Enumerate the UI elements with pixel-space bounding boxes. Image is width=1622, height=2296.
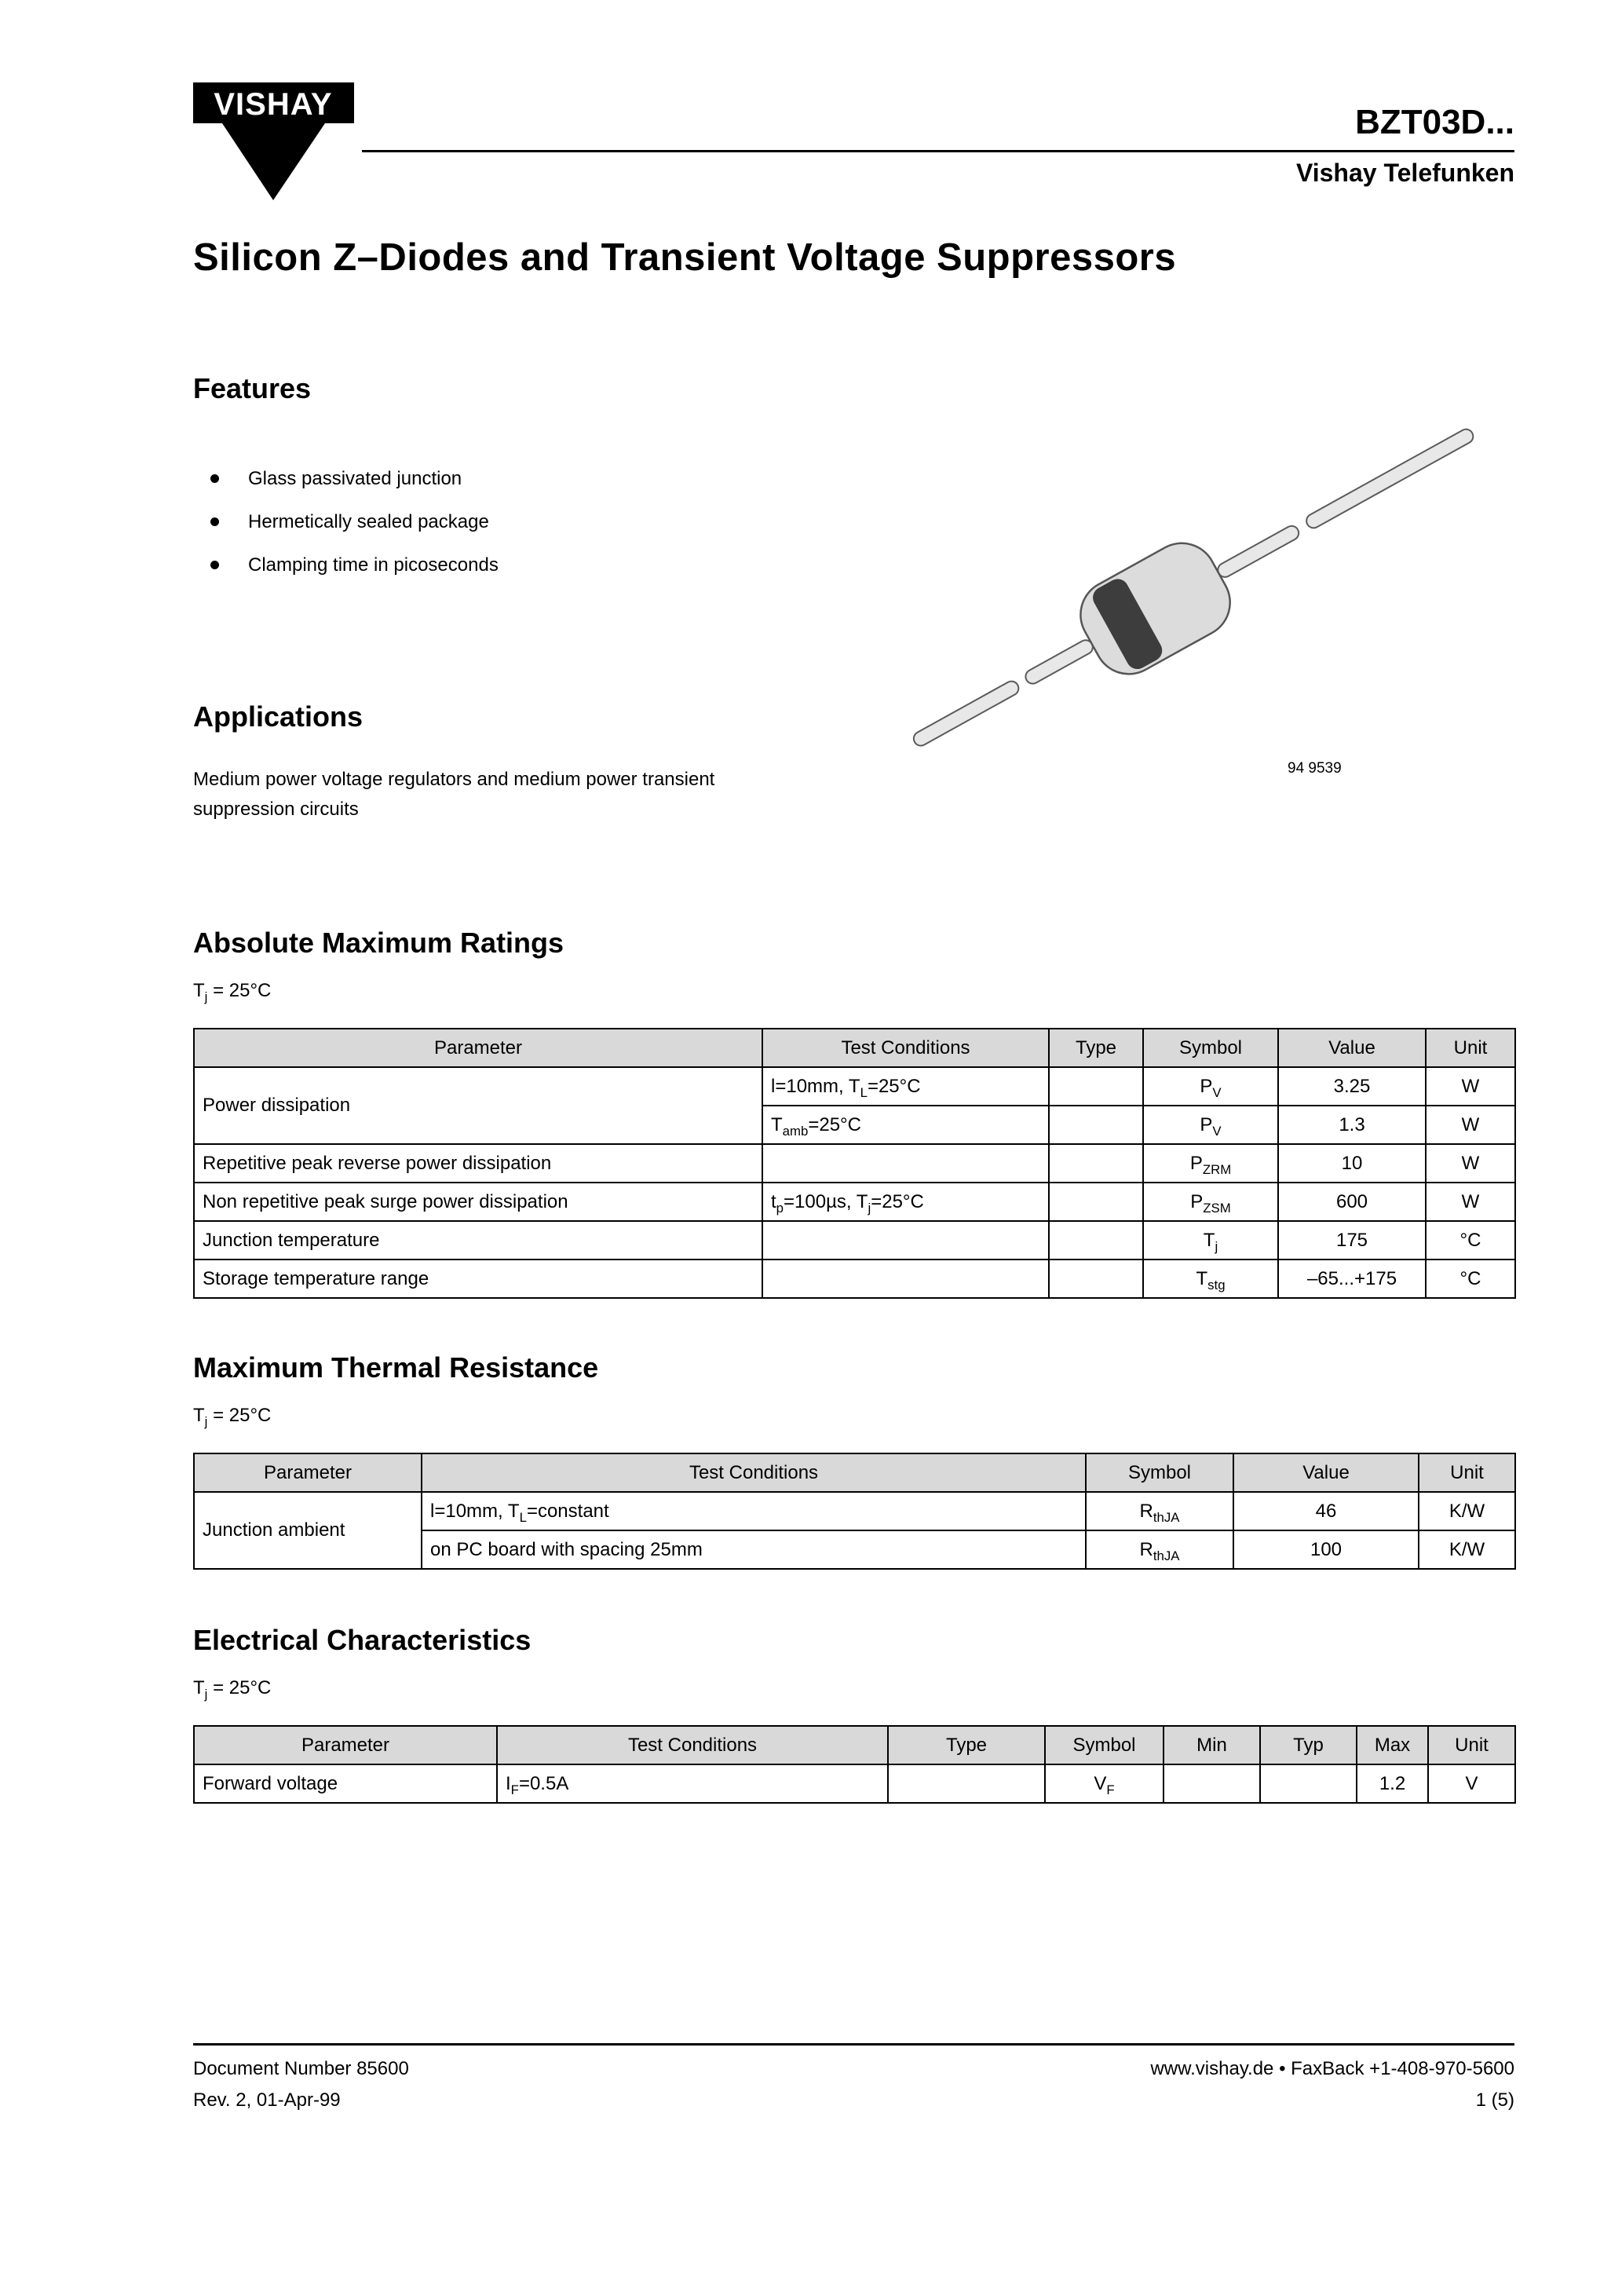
table-row (194, 1260, 1515, 1298)
column-header: Symbol (1045, 1726, 1164, 1764)
unit-cell: W (1426, 1106, 1515, 1144)
thermal-heading: Maximum Thermal Resistance (193, 1351, 599, 1384)
symbol-cell: $V_F$ (1045, 1764, 1164, 1803)
parameter-cell: Junction temperature (194, 1221, 762, 1260)
revision: Rev. 2, 01-Apr-99 (193, 2089, 341, 2111)
symbol-cell: $P_V$ (1143, 1067, 1278, 1106)
bullet-icon (210, 517, 219, 526)
column-header: Min (1164, 1726, 1260, 1764)
feature-text: Glass passivated junction (248, 467, 462, 489)
abs-max-table (193, 1028, 1516, 1299)
unit-cell: °C (1426, 1221, 1515, 1260)
symbol-cell: $P_{ZSM}$ (1143, 1183, 1278, 1221)
table-row (194, 1067, 1515, 1106)
unit-cell: W (1426, 1183, 1515, 1221)
page-title: Silicon Z–Diodes and Transient Voltage Suppressors (193, 236, 1177, 279)
symbol-cell: $P_{ZRM}$ (1143, 1144, 1278, 1183)
part-number: BZT03D... (1355, 103, 1514, 141)
column-header: Type (1049, 1029, 1143, 1067)
symbol-cell: $R_{thJA}$ (1086, 1530, 1233, 1569)
header-rule (362, 150, 1514, 152)
symbol-cell: $R_{thJA}$ (1086, 1492, 1233, 1530)
vishay-logo (193, 82, 354, 207)
features-heading: Features (193, 372, 312, 404)
applications-text: Medium power voltage regulators and medium power transient suppression circuits (193, 769, 715, 820)
column-header: Value (1278, 1029, 1426, 1067)
table-row (194, 1221, 1515, 1260)
unit-cell: °C (1426, 1260, 1515, 1298)
logo-text: VISHAY (214, 87, 333, 122)
electrical-table (193, 1725, 1516, 1804)
unit-cell: V (1428, 1764, 1515, 1803)
column-header: Test Conditions (762, 1029, 1049, 1067)
feature-text: Hermetically sealed package (248, 510, 489, 532)
unit-cell: W (1426, 1144, 1515, 1183)
bullet-icon (210, 474, 219, 483)
value-cell: –65...+175 (1278, 1260, 1426, 1298)
parameter-cell: Junction ambient (194, 1492, 422, 1569)
table-header-row (194, 1726, 1515, 1764)
thermal-condition: $T_j = 25^\circ C$ (193, 1405, 272, 1429)
column-header: Symbol (1086, 1453, 1233, 1492)
condition-cell (762, 1221, 1049, 1260)
symbol-cell: $P_V$ (1143, 1106, 1278, 1144)
applications-heading: Applications (193, 700, 363, 733)
diode-figure (856, 369, 1523, 793)
company-name: Vishay Telefunken (1295, 159, 1514, 187)
contact-info: www.vishay.de • FaxBack +1-408-970-5600 (1150, 2058, 1514, 2079)
column-header: Value (1233, 1453, 1419, 1492)
max-cell: 1.2 (1357, 1764, 1428, 1803)
electrical-heading: Electrical Characteristics (193, 1624, 532, 1656)
column-header: Unit (1428, 1726, 1515, 1764)
abs-max-heading: Absolute Maximum Ratings (193, 927, 564, 959)
footer (193, 2043, 1514, 2116)
condition-cell (762, 1260, 1049, 1298)
type-cell (1049, 1183, 1143, 1221)
parameter-cell: Power dissipation (194, 1067, 762, 1144)
column-header: Parameter (194, 1029, 762, 1067)
table-header-row (194, 1029, 1515, 1067)
table-header-row (194, 1453, 1515, 1492)
column-header: Type (888, 1726, 1045, 1764)
type-cell (1049, 1221, 1143, 1260)
type-cell (1049, 1144, 1143, 1183)
condition-cell (762, 1144, 1049, 1183)
condition-cell: on PC board with spacing 25mm (422, 1530, 1086, 1569)
column-header: Unit (1419, 1453, 1515, 1492)
table-row (194, 1183, 1515, 1221)
condition-cell: l=10mm, $T_L=constant$ (422, 1492, 1086, 1530)
parameter-cell: Forward voltage (194, 1764, 497, 1803)
column-header: Max (1357, 1726, 1428, 1764)
unit-cell: W (1426, 1067, 1515, 1106)
table-row (194, 1144, 1515, 1183)
electrical-condition: $T_j = 25^\circ C$ (193, 1677, 272, 1702)
header (193, 82, 1514, 212)
condition-cell: $t_p=100\mu s$, $T_j=25^\circ C$ (762, 1183, 1049, 1221)
type-cell (1049, 1106, 1143, 1144)
min-cell (1164, 1764, 1260, 1803)
column-header: Test Conditions (422, 1453, 1086, 1492)
type-cell (888, 1764, 1045, 1803)
condition-cell: $I_F=0.5A$ (497, 1764, 888, 1803)
column-header: Unit (1426, 1029, 1515, 1067)
abs-max-condition: $T_j = 25^\circ C$ (193, 980, 272, 1004)
column-header: Test Conditions (497, 1726, 888, 1764)
parameter-cell: Repetitive peak reverse power dissipation (194, 1144, 762, 1183)
column-header: Parameter (194, 1453, 422, 1492)
document-number: Document Number 85600 (193, 2058, 409, 2079)
typ-cell (1260, 1764, 1357, 1803)
feature-text: Clamping time in picoseconds (248, 554, 499, 576)
footer-left (193, 2053, 409, 2116)
value-cell: 10 (1278, 1144, 1426, 1183)
figure-caption: 94 9539 (1288, 760, 1342, 777)
column-header: Symbol (1143, 1029, 1278, 1067)
condition-cell: l=10mm, $T_L=25^\circ C$ (762, 1067, 1049, 1106)
thermal-table (193, 1453, 1516, 1570)
diode-drawing-icon (856, 369, 1523, 793)
table-row (194, 1764, 1515, 1803)
value-cell: 46 (1233, 1492, 1419, 1530)
table-row (194, 1492, 1515, 1530)
symbol-cell: $T_{stg}$ (1143, 1260, 1278, 1298)
vishay-logo-icon (193, 82, 354, 207)
value-cell: 1.3 (1278, 1106, 1426, 1144)
column-header: Parameter (194, 1726, 497, 1764)
parameter-cell: Non repetitive peak surge power dissipation (194, 1183, 762, 1221)
value-cell: 175 (1278, 1221, 1426, 1260)
value-cell: 100 (1233, 1530, 1419, 1569)
column-header: Typ (1260, 1726, 1357, 1764)
type-cell (1049, 1260, 1143, 1298)
unit-cell: K/W (1419, 1530, 1515, 1569)
type-cell (1049, 1067, 1143, 1106)
page-number: 1 (5) (1475, 2089, 1514, 2111)
condition-cell: $T_{amb}=25^\circ C$ (762, 1106, 1049, 1144)
bullet-icon (210, 561, 219, 569)
unit-cell: K/W (1419, 1492, 1515, 1530)
symbol-cell: $T_j$ (1143, 1221, 1278, 1260)
value-cell: 3.25 (1278, 1067, 1426, 1106)
footer-right (1150, 2053, 1514, 2116)
value-cell: 600 (1278, 1183, 1426, 1221)
parameter-cell: Storage temperature range (194, 1260, 762, 1298)
